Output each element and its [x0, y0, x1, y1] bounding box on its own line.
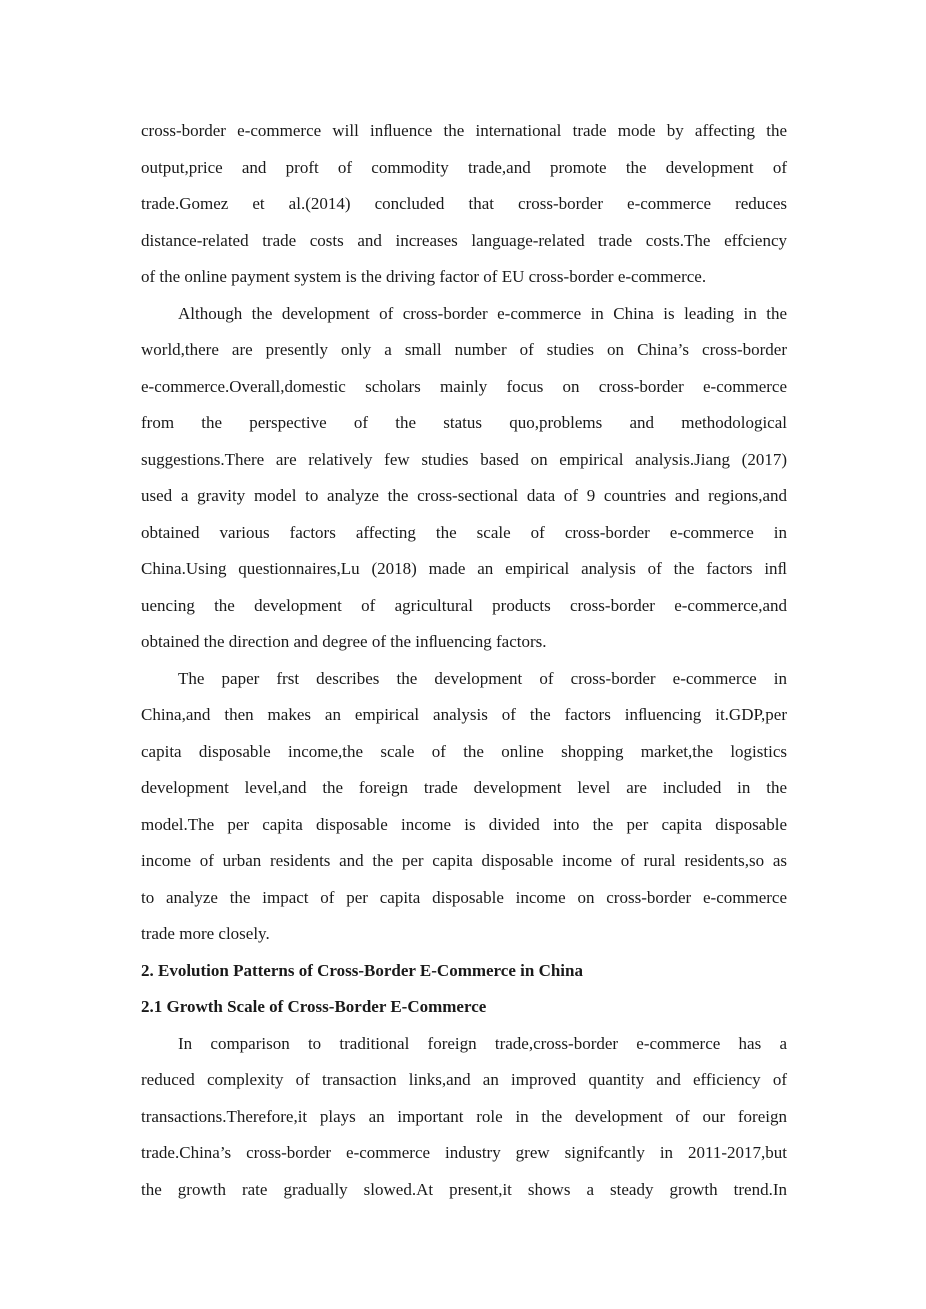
subsection-heading: 2.1 Growth Scale of Cross-Border E-Commerce: [141, 997, 487, 1016]
text-line: world,there are presently only a small number of studies on China’s cross-border: [141, 340, 787, 359]
text-line: obtained various factors affecting the scale of cross-border e-commerce in: [141, 522, 787, 542]
text-line: suggestions.There are relatively few studies based on empirical analysis.Jiang (2017): [141, 449, 787, 469]
text-line: distance-related trade costs and increases language-related trade costs.The effciency: [141, 230, 787, 250]
paragraph-literature-continued: [141, 113, 787, 296]
text-line: Although the development of cross-border e-commerce in China is leading in the: [178, 303, 787, 323]
text-line: cross-border e-commerce will inﬂuence the international trade mode by affecting the: [141, 121, 787, 140]
text-line: used a gravity model to analyze the cross-sectional data of 9 countries and regions,and: [141, 486, 787, 505]
text-line: development level,and the foreign trade development level are included in the: [141, 778, 787, 797]
text-line: In comparison to traditional foreign trade,cross-border e-commerce has a: [178, 1033, 787, 1053]
text-line: output,price and proft of commodity trade,and promote the development of: [141, 157, 787, 177]
text-line: capita disposable income,the scale of the online shopping market,the logistics: [141, 741, 787, 761]
text-line: trade.China’s cross-border e-commerce industry grew signifcantly in 2011-2017,but: [141, 1143, 787, 1162]
section-heading: 2. Evolution Patterns of Cross-Border E-Commerce in China: [141, 960, 583, 980]
text-line: income of urban residents and the per capita disposable income of rural residents,so as: [141, 851, 787, 870]
text-line: transactions.Therefore,it plays an important role in the development of our foreign: [141, 1106, 787, 1126]
text-line: The paper frst describes the development of cross-border e-commerce in: [178, 668, 787, 688]
text-line: reduced complexity of transaction links,and an improved quantity and efficiency of: [141, 1070, 787, 1089]
paragraph-paper-outline: [141, 661, 787, 953]
text-line: China.Using questionnaires,Lu (2018) made an empirical analysis of the factors inﬂ: [141, 559, 787, 578]
text-line: the growth rate gradually slowed.At present,it shows a steady growth trend.In: [141, 1179, 787, 1199]
text-line: trade.Gomez et al.(2014) concluded that cross-border e-commerce reduces: [141, 194, 787, 213]
text-line: of the online payment system is the driving factor of EU cross-border e-commerce.: [141, 267, 707, 286]
text-line: China,and then makes an empirical analysis of the factors inﬂuencing it.GDP,per: [141, 705, 787, 724]
paper-page: [141, 113, 787, 1208]
text-line: to analyze the impact of per capita disposable income on cross-border e-commerce: [141, 887, 787, 907]
text-line: obtained the direction and degree of the inﬂuencing factors.: [141, 632, 547, 651]
paragraph-growth-scale: [141, 1026, 787, 1209]
text-line: uencing the development of agricultural products cross-border e-commerce,and: [141, 595, 787, 615]
text-line: e-commerce.Overall,domestic scholars mainly focus on cross-border e-commerce: [141, 376, 787, 396]
paragraph-china-studies: [141, 296, 787, 661]
text-line: from the perspective of the status quo,problems and methodological: [141, 413, 787, 432]
text-line: model.The per capita disposable income is divided into the per capita disposable: [141, 814, 787, 834]
text-line: trade more closely.: [141, 924, 270, 943]
